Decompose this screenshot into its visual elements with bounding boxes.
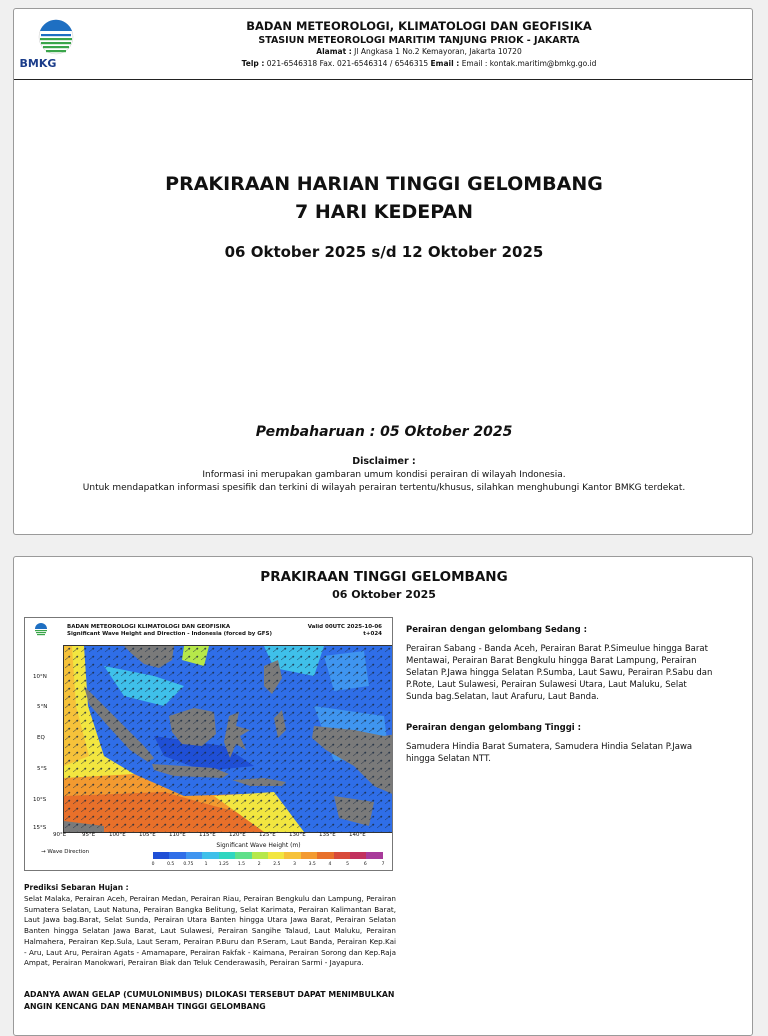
update-date: Pembaharuan : 05 Oktober 2025 bbox=[255, 424, 513, 440]
colorbar-label: 1.25 bbox=[218, 862, 229, 867]
colorbar bbox=[153, 852, 383, 859]
colorbar-segment bbox=[153, 852, 169, 859]
map-forecast-step: t+024 bbox=[363, 631, 382, 637]
wave-direction-arrow-icon: → bbox=[41, 849, 46, 855]
lon-label: 95°E bbox=[82, 832, 96, 838]
colorbar-label: 2 bbox=[257, 862, 261, 867]
lon-label: 100°E bbox=[109, 832, 126, 838]
email-label: Email : bbox=[430, 59, 460, 68]
colorbar-label: 5 bbox=[346, 862, 350, 867]
colorbar-label: 6 bbox=[363, 862, 367, 867]
logo-text: BMKG bbox=[19, 57, 57, 70]
colorbar-segment bbox=[284, 852, 300, 859]
colorbar-label: 4 bbox=[328, 862, 332, 867]
colorbar-label: 3.5 bbox=[308, 862, 316, 867]
forecast-date: 06 Oktober 2025 bbox=[332, 588, 436, 601]
map-header-title: Significant Wave Height and Direction - Indonesia (forced by GFS) bbox=[67, 631, 273, 637]
lon-label: 115°E bbox=[199, 832, 216, 838]
lat-label: 5°N bbox=[37, 704, 48, 710]
colorbar-segment bbox=[202, 852, 218, 859]
bmkg-logo-icon bbox=[34, 17, 78, 61]
colorbar-segment bbox=[252, 852, 268, 859]
address: Jl Angkasa 1 No.2 Kemayoran, Jakarta 10720 bbox=[354, 47, 522, 56]
lon-label: 120°E bbox=[229, 832, 246, 838]
cover-title-line1: PRAKIRAAN HARIAN TINGGI GELOMBANG bbox=[165, 173, 603, 195]
colorbar-segment bbox=[219, 852, 235, 859]
wave-direction-legend bbox=[41, 849, 89, 855]
lon-label: 135°E bbox=[319, 832, 336, 838]
lon-label: 110°E bbox=[169, 832, 186, 838]
colorbar-segment bbox=[317, 852, 333, 859]
cumulonimbus-warning: ADANYA AWAN GELAP (CUMULONIMBUS) DILOKASI TERSEBUT DAPAT MENIMBULKAN ANGIN KENCANG DAN MENAMBAH TINGGI GELOMBANG bbox=[24, 990, 395, 1011]
colorbar-segment bbox=[186, 852, 202, 859]
lon-label: 140°E bbox=[349, 832, 366, 838]
cover-title-line2: 7 HARI KEDEPAN bbox=[295, 201, 473, 223]
lon-label: 90°E bbox=[53, 832, 67, 838]
disclaimer-heading: Disclaimer : bbox=[352, 456, 416, 467]
colorbar-segment bbox=[268, 852, 284, 859]
lat-label: 10°S bbox=[33, 797, 47, 803]
disclaimer-line1: Informasi ini merupakan gambaran umum kondisi perairan di wilayah Indonesia. bbox=[202, 470, 566, 480]
colorbar-label: 0 bbox=[151, 862, 155, 867]
station-name: STASIUN METEOROLOGI MARITIM TANJUNG PRIOK - JAKARTA bbox=[258, 35, 580, 46]
rain-forecast-heading: Prediksi Sebaran Hujan : bbox=[24, 883, 129, 892]
lon-label: 105°E bbox=[139, 832, 156, 838]
colorbar-label: 0.75 bbox=[183, 862, 194, 867]
forecast-title: PRAKIRAAN TINGGI GELOMBANG bbox=[260, 569, 508, 585]
phone-label: Telp : bbox=[241, 59, 265, 68]
lat-label: 15°S bbox=[33, 825, 47, 831]
bmkg-small-logo-icon bbox=[33, 623, 49, 639]
map-valid-time: Valid 00UTC 2025-10-06 bbox=[307, 624, 382, 630]
email: Email : kontak.maritim@bmkg.go.id bbox=[461, 59, 597, 68]
colorbar-segment bbox=[169, 852, 185, 859]
agency-name: BADAN METEOROLOGI, KLIMATOLOGI DAN GEOFISIKA bbox=[246, 19, 592, 33]
moderate-waves-heading: Perairan dengan gelombang Sedang : bbox=[406, 625, 588, 635]
colorbar-segment bbox=[350, 852, 366, 859]
high-waves-text: Samudera Hindia Barat Sumatera, Samudera Hindia Selatan P.Jawa hingga Selatan NTT. bbox=[406, 742, 693, 764]
address-label: Alamat : bbox=[316, 47, 352, 56]
lat-label: EQ bbox=[37, 735, 45, 741]
colorbar-title: Significant Wave Height (m) bbox=[216, 842, 301, 849]
phone: 021-6546318 Fax. 021-6546314 / 6546315 bbox=[266, 59, 429, 68]
lon-label: 130°E bbox=[289, 832, 306, 838]
high-waves-heading: Perairan dengan gelombang Tinggi : bbox=[406, 723, 582, 733]
colorbar-label: 2.5 bbox=[273, 862, 281, 867]
map-header-agency: BADAN METEOROLOGI KLIMATOLOGI DAN GEOFISIKA bbox=[67, 624, 231, 630]
colorbar-segment bbox=[366, 852, 382, 859]
map-plot-area bbox=[63, 645, 393, 833]
colorbar-segment bbox=[235, 852, 251, 859]
header-divider bbox=[14, 79, 752, 80]
moderate-waves-text: Perairan Sabang - Banda Aceh, Perairan Barat P.Simeulue hingga Barat Mentawai, Perairan Barat Bengkulu hingga Barat Lampung, Perairan Selatan P.Jawa hingga Selatan P.Sumba, Laut Sawu, Perairan P.Sabu dan P.Rote, Laut Sulawesi, Perairan Sulawesi Utara, Laut Maluku, Selat Sunda bag.Selatan, laut Arafuru, Laut Banda. bbox=[406, 644, 713, 702]
lat-label: 10°N bbox=[33, 674, 47, 680]
colorbar-label: 3 bbox=[293, 862, 296, 867]
colorbar-label: 0.5 bbox=[167, 862, 175, 867]
wave-map bbox=[24, 617, 393, 871]
date-range: 06 Oktober 2025 s/d 12 Oktober 2025 bbox=[224, 243, 544, 261]
cover-page bbox=[13, 8, 753, 535]
wave-height-field bbox=[64, 646, 393, 832]
address-line bbox=[104, 47, 734, 56]
forecast-page bbox=[13, 556, 753, 1036]
lon-label: 125°E bbox=[259, 832, 276, 838]
lat-label: 5°S bbox=[37, 766, 47, 772]
colorbar-label: 7 bbox=[381, 862, 385, 867]
colorbar-segment bbox=[301, 852, 317, 859]
rain-forecast-text: Selat Malaka, Perairan Aceh, Perairan Medan, Perairan Riau, Perairan Bengkulu dan Lampung, Perairan Sumatera Selatan, Laut Natuna, Perairan Bangka Belitung, Selat Karimata, Perairan Kalimantan Barat, Laut Jawa bag.Barat, Selat Sunda, Perairan Utara Banten hingga Utara Jawa Barat, Perairan Selatan Banten hingga Selatan Jawa Barat, Laut Sulawesi, Perairan Sangihe Talaud, Laut Maluku, Perairan Halmahera, Perairan Kep.Sula, Laut Seram, Perairan P.Buru dan P.Seram, Laut Banda, Perairan Kep.Kai - Aru, Laut Aru, Perairan Agats - Amamapare, Perairan Fakfak - Kaimana, Perairan Sorong dan Kep.Raja Ampat, Perairan Manokwari, Perairan Biak dan Teluk Cenderawasih, Perairan Sarmi - Jayapura. bbox=[24, 894, 396, 968]
colorbar-label: 1.5 bbox=[237, 862, 246, 867]
disclaimer-line2: Untuk mendapatkan informasi spesifik dan terkini di wilayah perairan tertentu/khusus, silahkan menghubungi Kantor BMKG terdekat. bbox=[82, 483, 686, 493]
contact-line bbox=[104, 59, 734, 68]
wave-direction-label: Wave Direction bbox=[47, 849, 90, 855]
colorbar-segment bbox=[334, 852, 350, 859]
colorbar-label: 1 bbox=[204, 862, 208, 867]
